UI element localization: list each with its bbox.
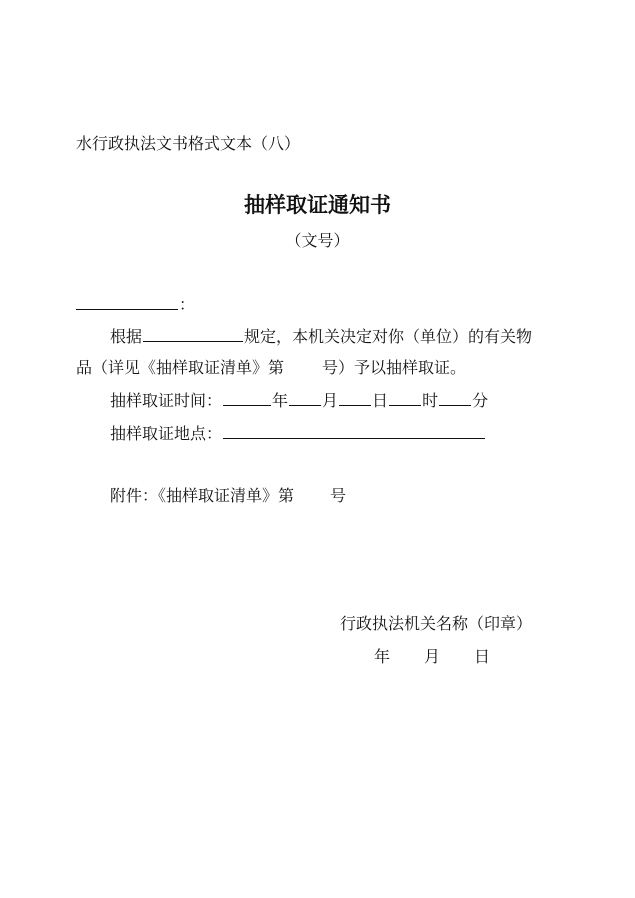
year-label: 年 (272, 391, 289, 410)
place-blank[interactable] (223, 422, 485, 439)
document-number: （文号） (285, 231, 350, 250)
signature-year: 年 (374, 647, 391, 666)
list-ref-suffix: 号）予以抽样取证。 (322, 358, 467, 377)
recipient-colon: ： (179, 295, 196, 314)
regulation-prefix: 根据 (110, 327, 143, 346)
sampling-place-label: 抽样取证地点： (110, 424, 223, 443)
year-blank[interactable] (223, 389, 271, 406)
signature-date (374, 646, 490, 668)
list-ref-text: 品（详见《抽样取证清单》第 (76, 358, 285, 377)
day-label: 日 (372, 391, 389, 410)
regulation-text: 规定，本机关决定对你（单位）的有关物 (244, 327, 533, 346)
document-title: 抽样取证通知书 (244, 193, 391, 217)
notice-paragraph-line2 (76, 357, 466, 379)
attachment-line (110, 485, 346, 507)
regulation-blank[interactable] (143, 325, 243, 342)
authority-name: 行政执法机关名称（印章） (340, 614, 533, 633)
sampling-time-label: 抽样取证时间： (110, 391, 223, 410)
hour-blank[interactable] (389, 389, 421, 406)
minute-blank[interactable] (439, 389, 471, 406)
sampling-time-row (110, 389, 488, 412)
signature-month: 月 (424, 647, 441, 666)
recipient-line (76, 293, 195, 316)
sampling-place-row (110, 422, 486, 445)
signature-day: 日 (474, 647, 491, 666)
attachment-suffix: 号 (330, 486, 347, 505)
form-name: 水行政执法文书格式文本（八） (76, 134, 301, 153)
attachment-label: 附件：《抽样取证清单》第 (110, 486, 295, 505)
minute-label: 分 (472, 391, 489, 410)
month-blank[interactable] (289, 389, 321, 406)
month-label: 月 (322, 391, 339, 410)
hour-label: 时 (422, 391, 439, 410)
notice-paragraph-line1 (110, 325, 532, 348)
day-blank[interactable] (339, 389, 371, 406)
recipient-blank[interactable] (76, 293, 178, 310)
